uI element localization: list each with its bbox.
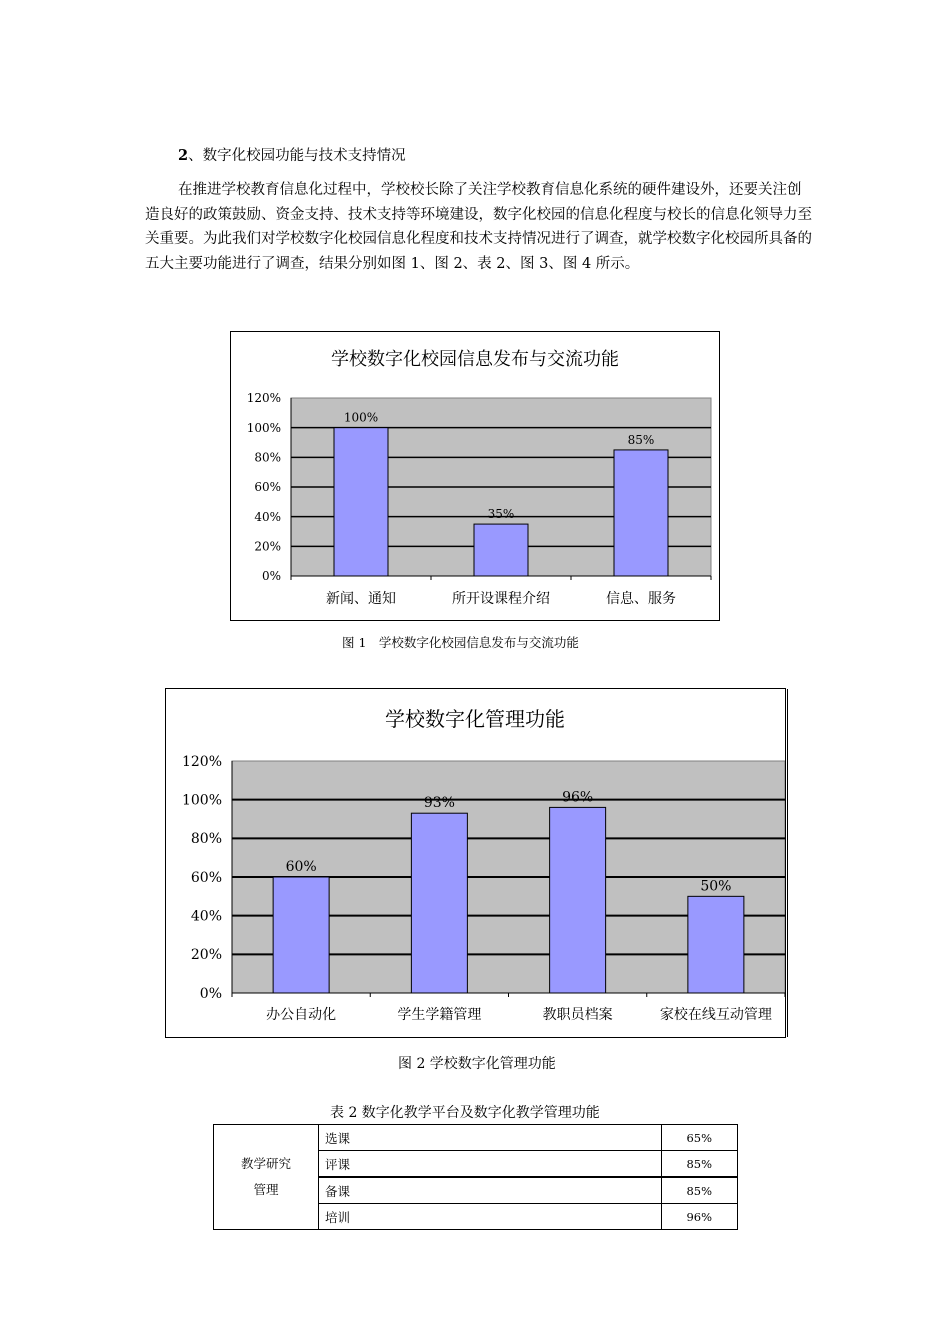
table-item-cell: 选课 xyxy=(319,1125,662,1151)
data-label: 50% xyxy=(700,878,732,895)
y-tick-label: 0% xyxy=(199,985,222,1002)
y-tick-label: 100% xyxy=(246,420,281,435)
x-category-label: 所开设课程介绍 xyxy=(452,591,550,607)
table-value-cell: 85% xyxy=(661,1177,737,1204)
y-tick-label: 80% xyxy=(254,450,281,465)
y-tick-label: 20% xyxy=(254,539,281,554)
table-value-cell: 96% xyxy=(661,1204,737,1230)
bar xyxy=(688,896,744,993)
table-item-cell: 备课 xyxy=(319,1177,662,1204)
y-tick-label: 60% xyxy=(254,480,281,495)
bar xyxy=(550,807,606,993)
figure-2-caption: 图 2 学校数字化管理功能 xyxy=(398,1056,556,1072)
y-tick-label: 40% xyxy=(254,509,281,524)
bar xyxy=(614,450,668,576)
section-heading xyxy=(178,144,406,165)
data-label: 93% xyxy=(423,795,455,812)
chart-management-svg xyxy=(166,689,785,1037)
intro-paragraph: 在推进学校教育信息化过程中，学校校长除了关注学校教育信息化系统的硬件建设外，还要关注创造良好的政策鼓励、资金支持、技术支持等环境建设，数字化校园的信息化程度与校长的信息化领导力至关重要。为此我们对学校数字化校园信息化程度和技术支持情况进行了调查，就学校数字化校园所具备的五大主要功能进行了调查，结果分别如图 1、图 2、表 2、图 3、图 4 所示。 xyxy=(145,182,812,272)
data-label: 100% xyxy=(343,410,379,425)
data-label: 85% xyxy=(627,432,655,447)
data-label: 96% xyxy=(562,789,594,806)
y-tick-label: 60% xyxy=(190,869,222,886)
table-group-line-1: 教学研究 xyxy=(240,1156,291,1171)
figure-1-caption: 图 1 学校数字化校园信息发布与交流功能 xyxy=(342,635,579,650)
y-tick-label: 80% xyxy=(190,831,222,848)
section-separator: 、 xyxy=(188,148,203,164)
table-group-line-2: 管理 xyxy=(253,1182,279,1197)
x-category-label: 新闻、通知 xyxy=(326,591,396,607)
chart-title: 学校数字化校园信息发布与交流功能 xyxy=(331,349,619,370)
x-category-label: 教职员档案 xyxy=(542,1007,613,1023)
x-category-label: 信息、服务 xyxy=(606,591,676,607)
chart-info-publishing-svg xyxy=(231,332,719,620)
x-category-label: 办公自动化 xyxy=(266,1007,337,1023)
y-tick-label: 120% xyxy=(246,391,281,406)
table-row xyxy=(214,1125,738,1151)
chart-info-publishing xyxy=(230,331,720,621)
y-tick-label: 100% xyxy=(181,792,222,809)
table-value-cell: 65% xyxy=(661,1125,737,1151)
table-value-cell: 85% xyxy=(661,1151,737,1178)
bar xyxy=(334,428,388,576)
section-number: 2 xyxy=(178,147,189,164)
bar xyxy=(411,813,467,993)
y-tick-label: 40% xyxy=(190,908,222,925)
table-group-cell xyxy=(214,1125,319,1230)
bar xyxy=(273,877,329,993)
chart-management xyxy=(165,688,786,1038)
x-category-label: 学生学籍管理 xyxy=(397,1007,482,1023)
y-tick-label: 20% xyxy=(190,947,222,964)
y-tick-label: 0% xyxy=(261,569,281,584)
table-item-cell: 评课 xyxy=(319,1151,662,1178)
table-item-cell: 培训 xyxy=(319,1204,662,1230)
x-category-label: 家校在线互动管理 xyxy=(659,1007,772,1023)
chart-title: 学校数字化管理功能 xyxy=(385,707,565,731)
table-2-title: 表 2 数字化教学平台及数字化教学管理功能 xyxy=(330,1105,600,1121)
data-label: 60% xyxy=(285,859,317,875)
section-title: 数字化校园功能与技术支持情况 xyxy=(202,148,406,164)
table-2 xyxy=(213,1124,738,1230)
y-tick-label: 120% xyxy=(181,753,222,770)
bar xyxy=(474,524,528,576)
data-label: 35% xyxy=(487,507,515,522)
